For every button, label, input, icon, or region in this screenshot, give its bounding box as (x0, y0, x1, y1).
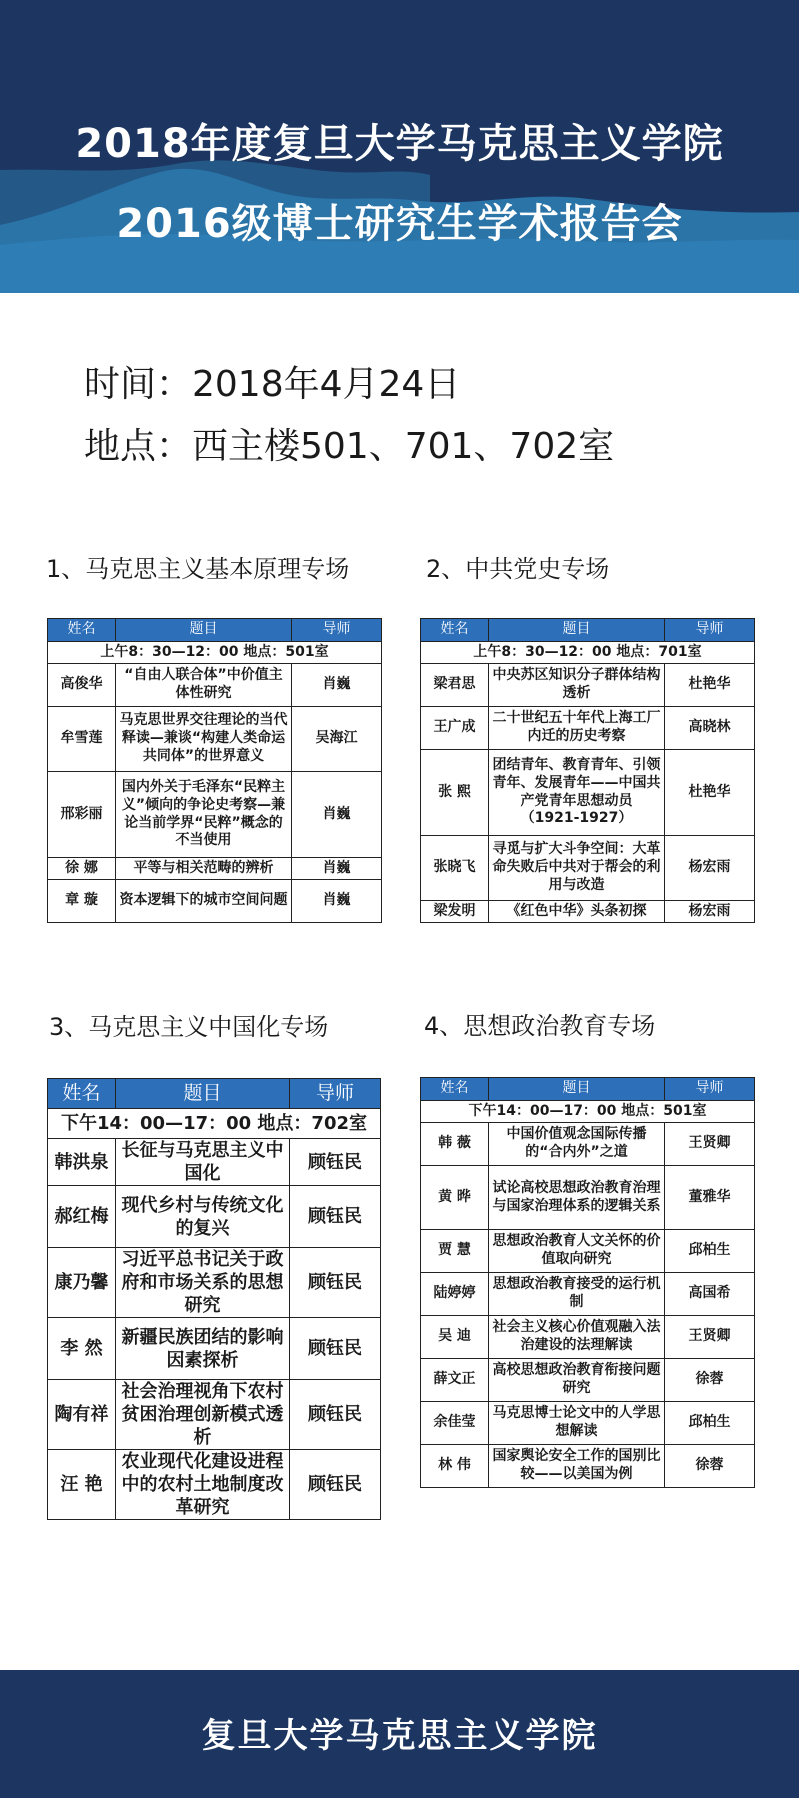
column-header-topic: 题目 (489, 619, 665, 642)
table-row (421, 1123, 755, 1166)
session-period: 下午14：00—17：00 地点：702室 (48, 1109, 381, 1139)
speaker-name: 王广成 (421, 707, 489, 750)
table-row (421, 1316, 755, 1359)
table-row (48, 772, 382, 858)
column-header-name: 姓名 (421, 619, 489, 642)
advisor-name: 顾钰民 (290, 1139, 381, 1186)
advisor-name: 肖巍 (292, 858, 382, 880)
advisor-name: 肖巍 (292, 880, 382, 923)
speaker-name: 梁发明 (421, 901, 489, 923)
table-row (421, 664, 755, 707)
section-title-1: 1、马克思主义基本原理专场 (46, 555, 350, 583)
table-row (421, 1359, 755, 1402)
advisor-name: 顾钰民 (290, 1450, 381, 1520)
speaker-name: 邢彩丽 (48, 772, 116, 858)
session-period-row (421, 642, 755, 664)
advisor-name: 杨宏雨 (665, 901, 755, 923)
talk-topic: 《红色中华》头条初探 (489, 901, 665, 923)
talk-topic: 平等与相关范畴的辨析 (116, 858, 292, 880)
table-header-row (421, 1078, 755, 1101)
speaker-name: 郝红梅 (48, 1186, 116, 1248)
advisor-name: 顾钰民 (290, 1186, 381, 1248)
speaker-name: 贾 慧 (421, 1230, 489, 1273)
advisor-name: 董雅华 (665, 1166, 755, 1230)
table-row (421, 836, 755, 901)
table-row (421, 1273, 755, 1316)
column-header-advisor: 导师 (292, 619, 382, 642)
talk-topic: 社会治理视角下农村贫困治理创新模式透析 (116, 1380, 290, 1450)
session-period: 上午8：30—12：00 地点：701室 (421, 642, 755, 664)
speaker-name: 高俊华 (48, 664, 116, 707)
talk-topic: 资本逻辑下的城市空间问题 (116, 880, 292, 923)
table-row (421, 1166, 755, 1230)
table-row (48, 1380, 381, 1450)
section-title-2: 2、中共党史专场 (426, 555, 610, 583)
speaker-name: 章 璇 (48, 880, 116, 923)
session-period-row (48, 1109, 381, 1139)
speaker-name: 薛文正 (421, 1359, 489, 1402)
table-row (421, 707, 755, 750)
talk-topic: 农业现代化建设进程中的农村土地制度改革研究 (116, 1450, 290, 1520)
speaker-name: 牟雪莲 (48, 707, 116, 772)
speaker-name: 陆婷婷 (421, 1273, 489, 1316)
talk-topic: 新疆民族团结的影响因素探析 (116, 1318, 290, 1380)
schedule-table-3 (47, 1078, 381, 1520)
footer-banner (0, 1670, 799, 1798)
column-header-name: 姓名 (421, 1078, 489, 1101)
advisor-name: 徐蓉 (665, 1359, 755, 1402)
session-period: 下午14：00—17：00 地点：501室 (421, 1101, 755, 1123)
table-header-row (421, 619, 755, 642)
speaker-name: 汪 艳 (48, 1450, 116, 1520)
table-row (421, 750, 755, 836)
column-header-advisor: 导师 (290, 1079, 381, 1109)
speaker-name: 张晓飞 (421, 836, 489, 901)
advisor-name: 邱柏生 (665, 1402, 755, 1445)
speaker-name: 黄 晔 (421, 1166, 489, 1230)
footer-institution-name: 复旦大学马克思主义学院 (201, 1716, 598, 1756)
column-header-name: 姓名 (48, 1079, 116, 1109)
advisor-name: 吴海江 (292, 707, 382, 772)
table-row (48, 664, 382, 707)
speaker-name: 徐 娜 (48, 858, 116, 880)
talk-topic: 社会主义核心价值观融入法治建设的法理解读 (489, 1316, 665, 1359)
event-place: 地点：西主楼501、701、702室 (84, 426, 615, 467)
talk-topic: 习近平总书记关于政府和市场关系的思想研究 (116, 1248, 290, 1318)
talk-topic: 马克思世界交往理论的当代释读—兼谈“构建人类命运共同体”的世界意义 (116, 707, 292, 772)
section-title-4: 4、思想政治教育专场 (424, 1012, 656, 1040)
advisor-name: 杜艳华 (665, 664, 755, 707)
talk-topic: 中央苏区知识分子群体结构透析 (489, 664, 665, 707)
talk-topic: 国内外关于毛泽东“民粹主义”倾向的争论史考察—兼论当前学界“民粹”概念的不当使用 (116, 772, 292, 858)
advisor-name: 杨宏雨 (665, 836, 755, 901)
advisor-name: 肖巍 (292, 772, 382, 858)
table-row (48, 1318, 381, 1380)
page-title-line-2: 2016级博士研究生学术报告会 (116, 201, 683, 247)
session-period-row (421, 1101, 755, 1123)
table-row (421, 1445, 755, 1488)
advisor-name: 杜艳华 (665, 750, 755, 836)
talk-topic: 长征与马克思主义中国化 (116, 1139, 290, 1186)
talk-topic: 国家舆论安全工作的国别比较——以美国为例 (489, 1445, 665, 1488)
talk-topic: 中国价值观念国际传播的“合内外”之道 (489, 1123, 665, 1166)
table-row (48, 1186, 381, 1248)
event-time: 时间：2018年4月24日 (84, 364, 461, 405)
talk-topic: 团结青年、教育青年、引领青年、发展青年——中国共产党青年思想动员（1921-1927） (489, 750, 665, 836)
schedule-table-2 (420, 618, 755, 923)
speaker-name: 韩洪泉 (48, 1139, 116, 1186)
speaker-name: 康乃馨 (48, 1248, 116, 1318)
advisor-name: 徐蓉 (665, 1445, 755, 1488)
page-title-line-1: 2018年度复旦大学马克思主义学院 (75, 121, 724, 167)
advisor-name: 顾钰民 (290, 1380, 381, 1450)
speaker-name: 梁君思 (421, 664, 489, 707)
speaker-name: 韩 薇 (421, 1123, 489, 1166)
table-row (48, 880, 382, 923)
talk-topic: “自由人联合体”中价值主体性研究 (116, 664, 292, 707)
talk-topic: 现代乡村与传统文化的复兴 (116, 1186, 290, 1248)
table-header-row (48, 619, 382, 642)
talk-topic: 思想政治教育人文关怀的价值取向研究 (489, 1230, 665, 1273)
advisor-name: 高国希 (665, 1273, 755, 1316)
section-title-3: 3、马克思主义中国化专场 (49, 1013, 329, 1041)
table-row (48, 1248, 381, 1318)
table-row (421, 1402, 755, 1445)
table-header-row (48, 1079, 381, 1109)
session-period: 上午8：30—12：00 地点：501室 (48, 642, 382, 664)
talk-topic: 马克思博士论文中的人学思想解读 (489, 1402, 665, 1445)
advisor-name: 高晓林 (665, 707, 755, 750)
talk-topic: 寻觅与扩大斗争空间：大革命失败后中共对于帮会的利用与改造 (489, 836, 665, 901)
table-row (48, 1450, 381, 1520)
speaker-name: 余佳莹 (421, 1402, 489, 1445)
talk-topic: 思想政治教育接受的运行机制 (489, 1273, 665, 1316)
table-row (421, 901, 755, 923)
advisor-name: 邱柏生 (665, 1230, 755, 1273)
speaker-name: 李 然 (48, 1318, 116, 1380)
speaker-name: 张 熙 (421, 750, 489, 836)
advisor-name: 肖巍 (292, 664, 382, 707)
speaker-name: 陶有祥 (48, 1380, 116, 1450)
talk-topic: 高校思想政治教育衔接问题研究 (489, 1359, 665, 1402)
column-header-advisor: 导师 (665, 1078, 755, 1101)
table-row (421, 1230, 755, 1273)
advisor-name: 王贤卿 (665, 1316, 755, 1359)
column-header-topic: 题目 (116, 1079, 290, 1109)
column-header-topic: 题目 (116, 619, 292, 642)
column-header-advisor: 导师 (665, 619, 755, 642)
speaker-name: 林 伟 (421, 1445, 489, 1488)
column-header-topic: 题目 (489, 1078, 665, 1101)
talk-topic: 二十世纪五十年代上海工厂内迁的历史考察 (489, 707, 665, 750)
table-row (48, 1139, 381, 1186)
talk-topic: 试论高校思想政治教育治理与国家治理体系的逻辑关系 (489, 1166, 665, 1230)
advisor-name: 顾钰民 (290, 1248, 381, 1318)
table-row (48, 858, 382, 880)
session-period-row (48, 642, 382, 664)
schedule-table-1 (47, 618, 382, 923)
table-row (48, 707, 382, 772)
advisor-name: 顾钰民 (290, 1318, 381, 1380)
column-header-name: 姓名 (48, 619, 116, 642)
advisor-name: 王贤卿 (665, 1123, 755, 1166)
speaker-name: 吴 迪 (421, 1316, 489, 1359)
header-banner (0, 0, 799, 293)
schedule-table-4 (420, 1077, 755, 1488)
